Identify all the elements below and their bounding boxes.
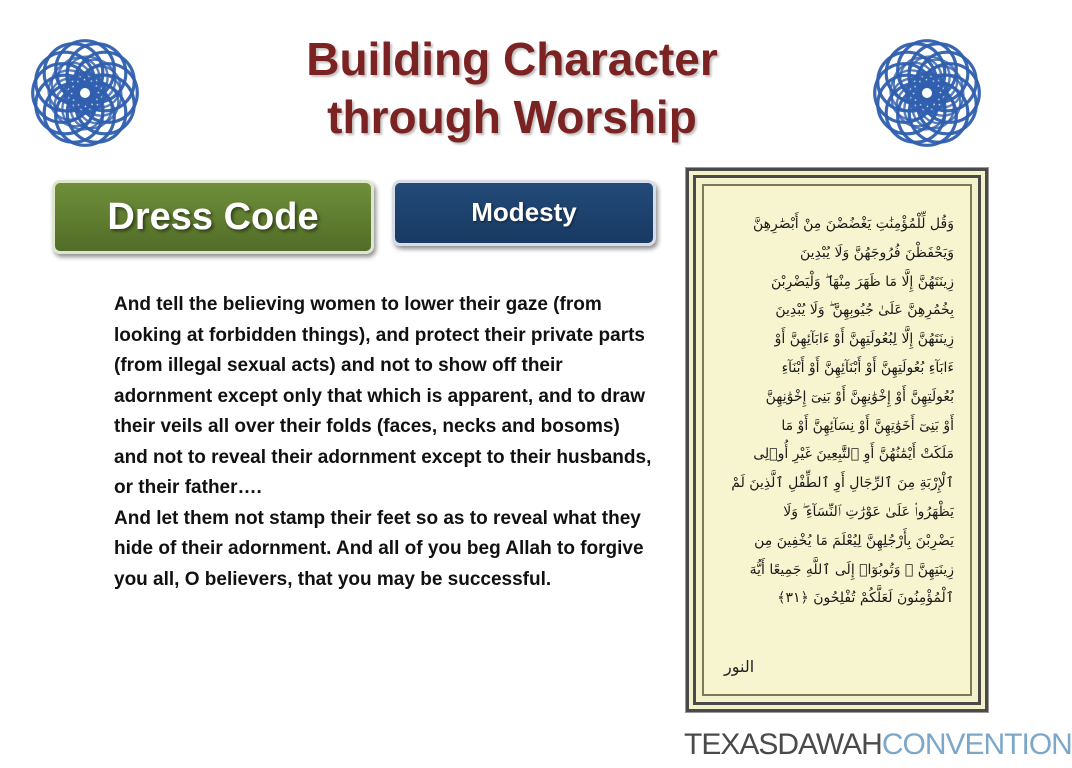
quran-line: بِخُمُرِهِنَّ عَلَىٰ جُيُوبِهِنَّ ۖ وَلَا يُبْدِينَ <box>775 302 954 319</box>
quran-verse-frame <box>702 184 972 696</box>
brand-logo <box>684 728 1072 762</box>
modesty-tab[interactable]: Modesty <box>392 180 656 246</box>
quran-line: زِينَتَهُنَّ إِلَّا لِبُعُولَتِهِنَّ أَوْ ءَابَآئِهِنَّ أَوْ <box>774 331 954 348</box>
quran-line: بُعُولَتِهِنَّ أَوْ إِخْوَٰنِهِنَّ أَوْ بَنِىٓ إِخْوَٰنِهِنَّ <box>765 388 954 405</box>
quran-line: ٱلْمُؤْمِنُونَ لَعَلَّكُمْ تُفْلِحُونَ ﴿٣١﴾ <box>777 590 954 607</box>
quran-line: يَضْرِبْنَ بِأَرْجُلِهِنَّ لِيُعْلَمَ مَا يُخْفِينَ مِن <box>754 532 954 549</box>
quran-line: يَظْهَرُوا۟ عَلَىٰ عَوْرَٰتِ ٱلنِّسَآءِ ۖ وَلَا <box>783 503 954 520</box>
flower-logo-icon <box>862 28 992 158</box>
quran-line: ءَابَآءِ بُعُولَتِهِنَّ أَوْ أَبْنَآئِهِنَّ أَوْ أَبْنَآءِ <box>781 359 954 376</box>
quran-line: وَيَحْفَظْنَ فُرُوجَهُنَّ وَلَا يُبْدِينَ <box>800 244 954 261</box>
translation-paragraph-2: And let them not stamp their feet so as to reveal what they hide of their adornment. And all of you beg Allah to forgive you all, O believers, that you may be successful. <box>114 507 644 590</box>
brand-name-part-2: CONVENTION <box>881 728 1072 761</box>
quran-verse-panel <box>686 168 988 712</box>
quran-line: ٱلْإِرْبَةِ مِنَ ٱلرِّجَالِ أَوِ ٱلطِّفْلِ ٱلَّذِينَ لَمْ <box>731 475 954 492</box>
flower-logo-icon <box>20 28 150 158</box>
quran-line: أَوْ بَنِىٓ أَخَوَٰتِهِنَّ أَوْ نِسَآئِهِنَّ أَوْ مَا <box>781 417 954 434</box>
surah-name-label: النور <box>724 657 755 676</box>
quran-line: زِينَتِهِنَّ ۚ وَتُوبُوٓا۟ إِلَى ٱللَّهِ جَمِيعًا أَيُّهَ <box>749 561 954 578</box>
title-line-1: Building Character <box>306 33 718 85</box>
title-line-2: through Worship <box>327 91 697 143</box>
quran-line: زِينَتَهُنَّ إِلَّا مَا ظَهَرَ مِنْهَا ۖ وَلْيَضْرِبْنَ <box>770 273 954 290</box>
translation-text <box>114 290 654 595</box>
dress-code-tab[interactable]: Dress Code <box>52 180 374 254</box>
brand-name-part-1: TEXASDAWAH <box>684 728 882 761</box>
translation-paragraph-1: And tell the believing women to lower their gaze (from looking at forbidden things), and protect their private parts (from illegal sexual acts) and not to show off their adornment except only that which is apparent, and to draw their veils all over their folds (faces, necks and bosoms) and not to reveal their adornment except to their husbands, or their father…. <box>114 294 652 498</box>
quran-line: مَلَكَتْ أَيْمَٰنُهُنَّ أَوِ ٱلتَّٰبِعِينَ غَيْرِ أُو۟لِى <box>753 446 954 463</box>
quran-line: وَقُل لِّلْمُؤْمِنَٰتِ يَغْضُضْنَ مِنْ أَبْصَٰرِهِنَّ <box>753 216 954 232</box>
slide-title <box>200 30 824 146</box>
